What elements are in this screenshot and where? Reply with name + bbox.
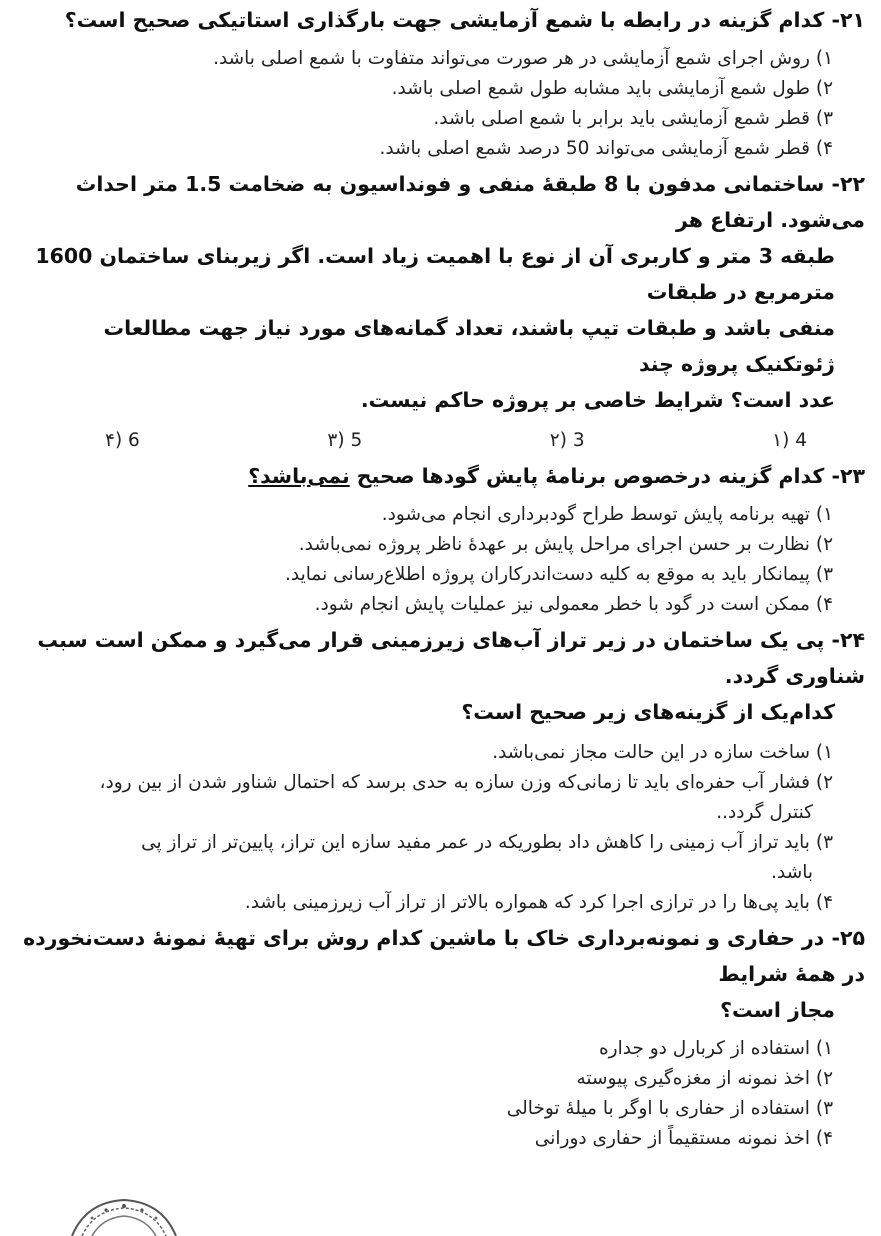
question-22-title: ۲۲- ساختمانی مدفون با 8 طبقهٔ منفی و فونداسیون به ضخامت 1.5 متر احداث می‌شود. ارتفاع هر [75,172,865,232]
question-25-title: ۲۵- در حفاری و نمونه‌برداری خاک با ماشین کدام روش برای تهیهٔ نمونهٔ دست‌نخورده در همهٔ شرایط [23,926,865,986]
question-23 [13,458,865,620]
question-24-option-2: ۲) فشار آب حفره‌ای باید تا زمانی‌که وزن سازه به حدی برسد که احتمال شناور شدن از بین رود، [99,772,833,793]
question-24-option-2-cont: کنترل گردد.. [716,802,813,823]
question-24-option-1: ۱) ساخت سازه در این حالت مجاز نمی‌باشد. [492,742,833,763]
question-21-option-3: ۳) قطر شمع آزمایشی باید برابر با شمع اصلی باشد. [433,108,833,129]
question-23-option-4: ۴) ممکن است در گود با خطر معمولی نیز عملیات پایش انجام شود. [314,594,833,615]
question-23-title-underlined: نمی‌باشد؟ [248,464,350,488]
question-25-option-2: ۲) اخذ نمونه از مغزه‌گیری پیوسته [576,1068,833,1089]
question-24-option-4: ۴) باید پی‌ها را در ترازی اجرا کرد که همواره بالاتر از تراز آب زیرزمینی باشد. [244,892,833,913]
question-22-answer-2: 3 (۲ [549,430,585,451]
question-25-option-3: ۳) استفاده از حفاری با اوگر با میلهٔ توخالی [506,1098,833,1119]
question-22-answer-1: 4 (۱ [772,430,807,451]
question-21-option-1: ۱) روش اجرای شمع آزمایشی در هر صورت می‌تواند متفاوت با شمع اصلی باشد. [213,48,833,69]
question-24 [13,622,865,918]
question-23-option-3: ۳) پیمانکار باید به موقع به کلیه دست‌اندرکاران پروژه اطلاع‌رسانی نماید. [285,564,833,585]
question-24-option-3-cont: باشد. [771,862,813,883]
question-22-answers [13,426,865,456]
question-22-answer-3: 5 (۳ [327,430,363,451]
question-24-line-2: کدام‌یک از گزینه‌های زیر صحیح است؟ [461,700,835,724]
question-23-title-text: ۲۳- کدام گزینه درخصوص برنامهٔ پایش گودها صحیح [349,464,865,488]
question-25-line-2: مجاز است؟ [720,998,835,1022]
question-22 [13,166,865,456]
question-21-option-2: ۲) طول شمع آزمایشی باید مشابه طول شمع اصلی باشد. [391,78,833,99]
question-24-title: ۲۴- پی یک ساختمان در زیر تراز آب‌های زیرزمینی قرار می‌گیرد و ممکن است سبب شناوری گردد. [37,628,865,688]
question-22-line-2: طبقه 3 متر و کاربری آن از نوع با اهمیت زیاد است. اگر زیربنای ساختمان 1600 مترمربع در طبقات [35,244,835,304]
question-23-option-1: ۱) تهیه برنامه پایش توسط طراح گودبرداری انجام می‌شود. [381,504,833,525]
question-21-title: ۲۱- کدام گزینه در رابطه با شمع آزمایشی جهت بارگذاری استاتیکی صحیح است؟ [64,8,865,32]
question-25-option-1: ۱) استفاده از کربارل دو جداره [598,1038,833,1059]
question-22-answer-4: 6 (۴ [105,430,140,451]
question-25-option-4: ۴) اخذ نمونه مستقیماً از حفاری دورانی [534,1128,833,1149]
seal-icon [66,1196,182,1236]
question-23-title [13,458,865,494]
question-24-option-3: ۳) باید تراز آب زمینی را کاهش داد بطوریکه در عمر مفید سازه این تراز، پایین‌تر از تراز پی [141,832,833,853]
question-25 [13,920,865,1154]
question-22-line-3: منفی باشد و طبقات تیپ باشند، تعداد گمانه‌های مورد نیاز جهت مطالعات ژئوتکنیک پروژه چند [103,316,835,376]
question-22-line-4: عدد است؟ شرایط خاصی بر پروژه حاکم نیست. [360,388,835,412]
exam-page [13,0,865,1154]
question-21 [13,2,865,164]
question-23-option-2: ۲) نظارت بر حسن اجرای مراحل پایش بر عهدهٔ ناظر پروژه نمی‌باشد. [298,534,833,555]
question-21-option-4: ۴) قطر شمع آزمایشی می‌تواند 50 درصد شمع اصلی باشد. [379,138,833,159]
